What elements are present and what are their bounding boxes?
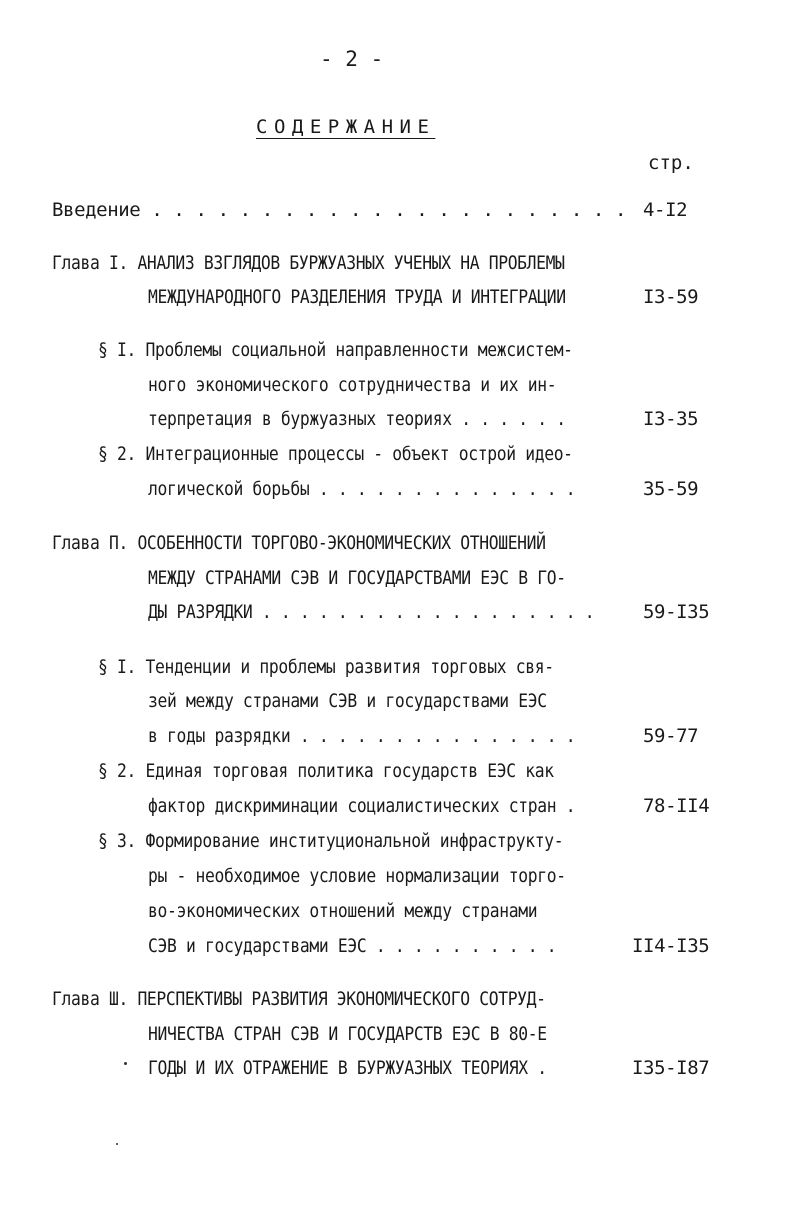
toc-section-2-2-cont: фактор дискриминации социалистических стран . <box>148 795 576 817</box>
toc-section-2-3-cont2: во-экономических отношений между странами <box>148 900 538 922</box>
toc-page-chapter-1: I3-59 <box>643 286 699 308</box>
toc-page-chapter-3: I35-I87 <box>632 1057 710 1079</box>
toc-section-2-1-cont2: в годы разрядки . . . . . . . . . . . . . . . <box>148 725 576 747</box>
toc-chapter-2-title: Глава П. ОСОБЕННОСТИ ТОРГОВО-ЭКОНОМИЧЕСКИХ ОТНОШЕНИЙ <box>52 532 546 554</box>
scan-speck <box>124 1062 127 1065</box>
page-title: СОДЕРЖАНИЕ <box>256 116 436 138</box>
toc-page-section-2-1: 59-77 <box>643 725 699 747</box>
toc-section-2-3-cont3: СЭВ и государствами ЕЭС . . . . . . . . . . <box>148 935 557 957</box>
toc-chapter-1-title-cont: МЕЖДУНАРОДНОГО РАЗДЕЛЕНИЯ ТРУДА И ИНТЕГРАЦИИ <box>148 286 566 308</box>
toc-page-section-1-2: 35-59 <box>643 478 699 500</box>
page-column-label: стр. <box>648 152 694 174</box>
toc-section-2-1: § I. Тенденции и проблемы развития торговых свя- <box>98 656 554 678</box>
toc-section-1-1-cont2: терпретация в буржуазных теориях . . . . . . <box>148 408 566 430</box>
toc-chapter-2-title-cont2: ДЫ РАЗРЯДКИ . . . . . . . . . . . . . . . . . . <box>148 601 595 623</box>
toc-page-introduction: 4-I2 <box>643 199 688 221</box>
toc-page-section-2-2: 78-II4 <box>643 795 710 817</box>
toc-section-1-1-cont: ного экономического сотрудничества и их ин- <box>148 374 557 396</box>
toc-page-section-1-1: I3-35 <box>643 408 699 430</box>
toc-chapter-2-title-cont: МЕЖДУ СТРАНАМИ СЭВ И ГОСУДАРСТВАМИ ЕЭС В ГО- <box>148 567 566 589</box>
toc-chapter-3-title-cont2: ГОДЫ И ИХ ОТРАЖЕНИЕ В БУРЖУАЗНЫХ ТЕОРИЯХ . <box>148 1057 547 1079</box>
toc-chapter-3-title: Глава Ш. ПЕРСПЕКТИВЫ РАЗВИТИЯ ЭКОНОМИЧЕСКОГО СОТРУД- <box>52 988 546 1010</box>
toc-section-1-2-cont: логической борьбы . . . . . . . . . . . . . . <box>148 478 576 500</box>
toc-section-2-1-cont: зей между странами СЭВ и государствами ЕЭС <box>148 690 547 712</box>
toc-chapter-3-title-cont: НИЧЕСТВА СТРАН СЭВ И ГОСУДАРСТВ ЕЭС В 80-Е <box>148 1023 547 1045</box>
toc-chapter-1-title: Глава I. АНАЛИЗ ВЗГЛЯДОВ БУРЖУАЗНЫХ УЧЕНЫХ НА ПРОБЛЕМЫ <box>52 252 565 274</box>
toc-entry-introduction: Введение . . . . . . . . . . . . . . . . . . . . . . <box>52 199 627 221</box>
toc-section-2-2: § 2. Единая торговая политика государств ЕЭС как <box>98 760 554 782</box>
toc-page-chapter-2: 59-I35 <box>643 601 710 623</box>
toc-section-2-3-cont: ры - необходимое условие нормализации торго- <box>148 865 566 887</box>
page-number: - 2 - <box>320 47 384 71</box>
toc-section-1-2: § 2. Интеграционные процессы - объект острой идео- <box>98 443 573 465</box>
toc-section-2-3: § 3. Формирование институциональной инфраструкту- <box>98 830 564 852</box>
scan-speck <box>116 1143 118 1145</box>
toc-section-1-1: § I. Проблемы социальной направленности межсистем- <box>98 339 573 361</box>
toc-page-section-2-3: II4-I35 <box>632 935 710 957</box>
